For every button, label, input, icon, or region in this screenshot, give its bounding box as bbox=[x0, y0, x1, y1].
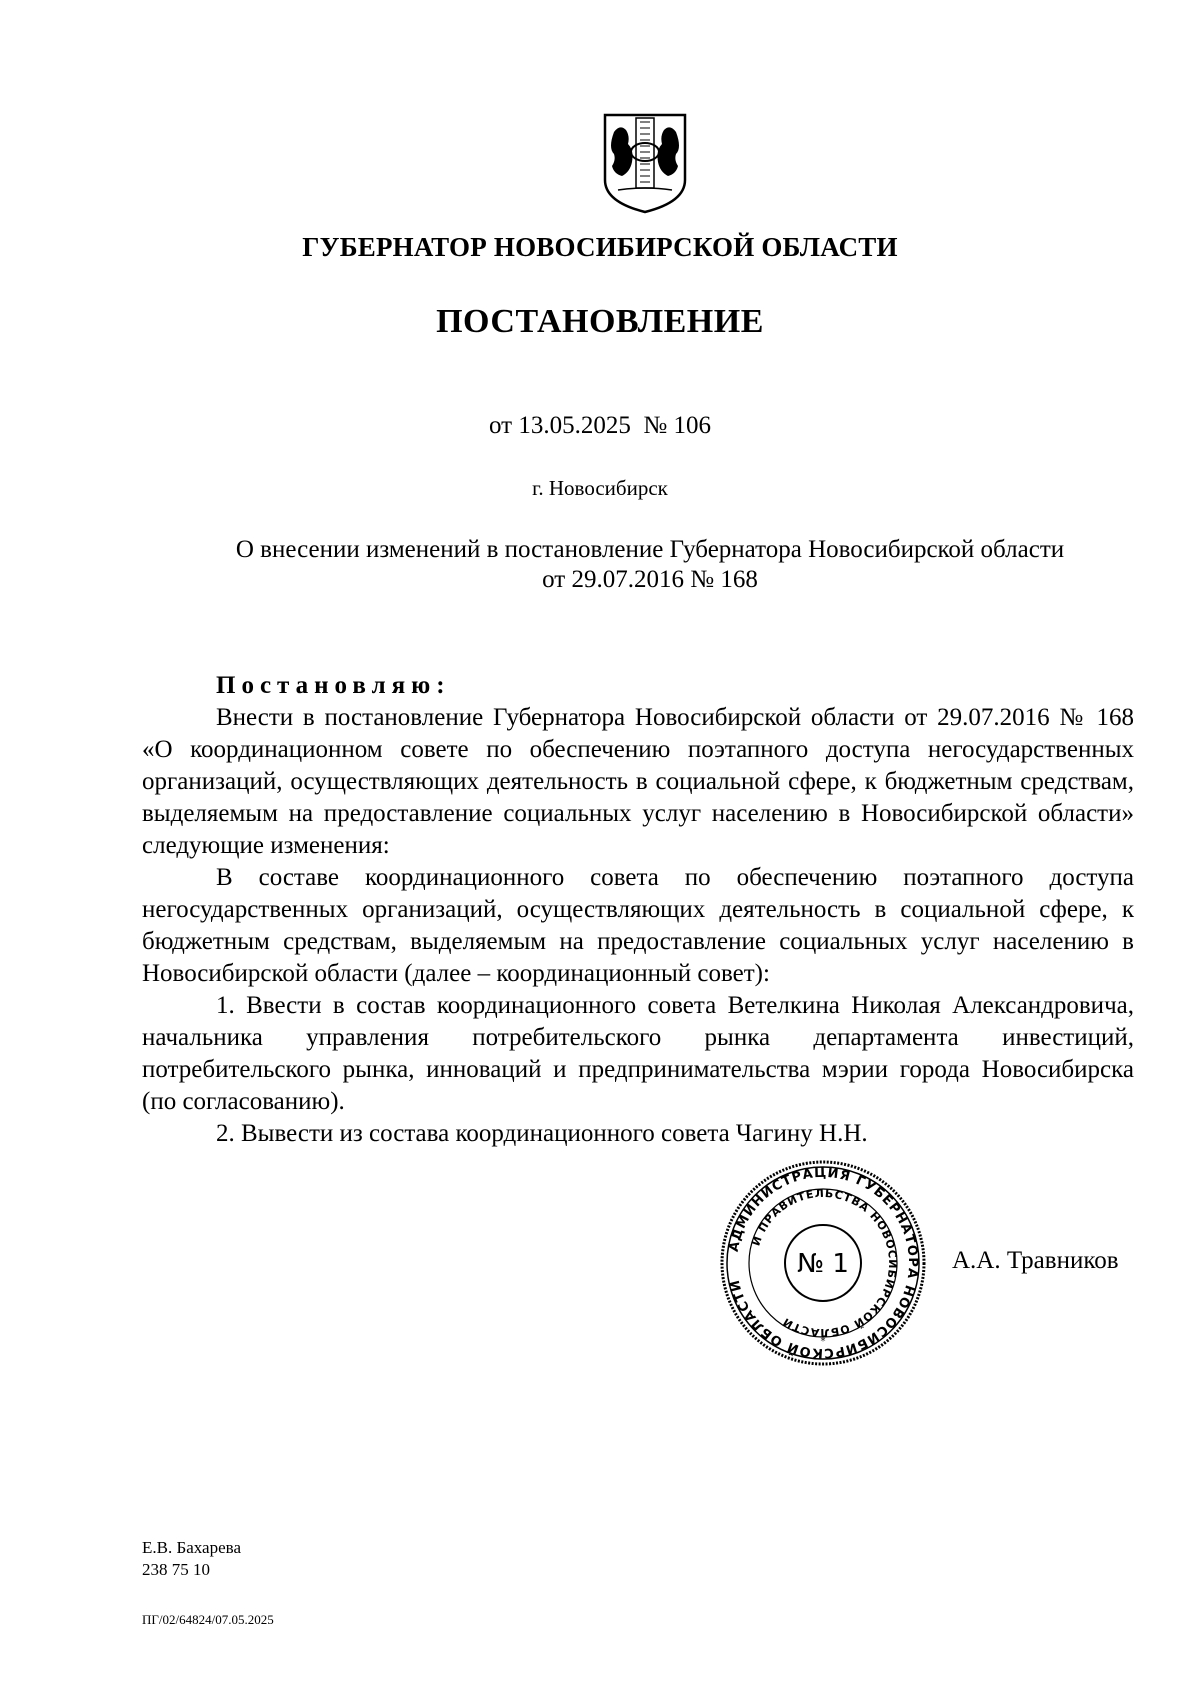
issuer-title: ГУБЕРНАТОР НОВОСИБИРСКОЙ ОБЛАСТИ bbox=[302, 232, 898, 262]
stamp-star-icon: * bbox=[820, 1336, 826, 1347]
decree-colon: : bbox=[436, 672, 445, 699]
coat-of-arms-icon bbox=[600, 110, 690, 215]
official-stamp bbox=[718, 1158, 928, 1368]
document-body bbox=[142, 670, 1134, 1150]
document-type: ПОСТАНОВЛЕНИЕ bbox=[436, 303, 764, 340]
signer-name: А.А. Травников bbox=[952, 1247, 1119, 1274]
subject-line-2: от 29.07.2016 № 168 bbox=[542, 566, 758, 593]
paragraph-amendment: Внести в постановление Губернатора Новосибирской области от 29.07.2016 № 168 «О координационном совете по обеспечению поэтапного доступа негосударственных организаций, осуществляющих деятельность в социальной сфере, к бюджетным средствам, выделяемым на предоставление социальных услуг населению в Новосибирской области» следующие изменения: bbox=[142, 704, 1134, 859]
paragraph-council-composition: В составе координационного совета по обеспечению поэтапного доступа негосударственных организаций, осуществляющих деятельность в социальной сфере, к бюджетным средствам, выделяемым на предоставление социальных услуг населению в Новосибирской области (далее – координационный совет): bbox=[142, 864, 1134, 987]
executor-name: Е.В. Бахарева bbox=[142, 1538, 241, 1557]
date-number-line: от 13.05.2025 № 106 bbox=[489, 412, 711, 439]
item-2: 2. Вывести из состава координационного совета Чагину Н.Н. bbox=[216, 1120, 868, 1147]
stamp-number: № 1 bbox=[797, 1249, 849, 1279]
decree-word: Постановляю bbox=[216, 672, 437, 699]
item-1: 1. Ввести в состав координационного совета Ветелкина Николая Александровича, начальника управления потребительского рынка департамента инвестиций, потребительского рынка, инноваций и предпринимательства мэрии города Новосибирска (по согласованию). bbox=[142, 992, 1134, 1115]
subject-line-1: О внесении изменений в постановление Губернатора Новосибирской области bbox=[235, 536, 1065, 563]
stamp-inner-text: И ПРАВИТЕЛЬСТВА НОВОСИБИРСКОЙ ОБЛАСТИ bbox=[749, 1186, 900, 1340]
stamp-outer-text: АДМИНИСТРАЦИЯ ГУБЕРНАТОРА НОВОСИБИРСКОЙ ОБЛАСТИ bbox=[726, 1165, 921, 1361]
city: г. Новосибирск bbox=[532, 476, 668, 500]
document-subject bbox=[170, 535, 1130, 595]
registration-number: ПГ/02/64824/07.05.2025 bbox=[142, 1612, 274, 1627]
decree-heading bbox=[142, 670, 1134, 702]
executor-info bbox=[142, 1537, 241, 1581]
executor-phone: 238 75 10 bbox=[142, 1560, 210, 1579]
